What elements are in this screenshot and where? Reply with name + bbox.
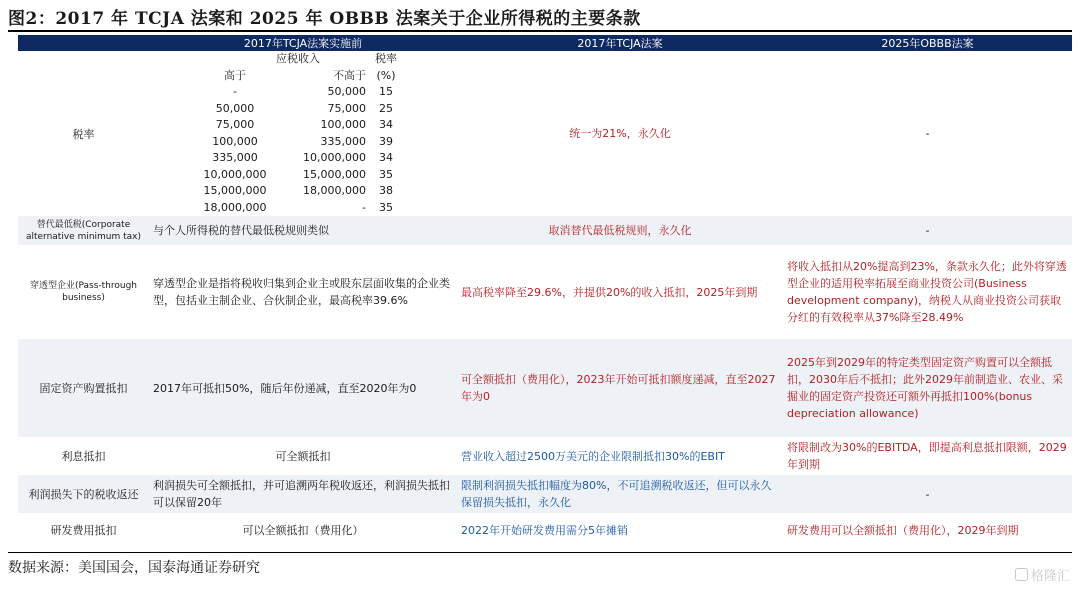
pre-cell: 可以全额抵扣（费用化） [242,523,364,537]
table-row [18,437,1072,475]
table-row [18,216,1072,245]
tcja-cell: 可全额抵扣（费用化），2023年开始可抵扣额度递减，直至2027年为0 [457,339,783,437]
row-label: 替代最低税(Corporate alternative minimum tax) [18,216,149,245]
row-label: 研发费用抵扣 [50,524,117,537]
obbb-cell: 将限制改为30%的EBITDA，即提高利息抵扣限额，2029年到期 [787,441,1067,471]
rate-row: - 50,000 15 [233,85,393,99]
rate-head-income: 应税收入 [276,52,320,66]
obbb-cell: 2025年到2029年的特定类型固定资产购置可以全额抵扣，2030年后不抵扣；此外2029年前制造业、农业、采掘业的固定资产投资还可额外再抵扣100%(bonus depreciation allowance) [783,339,1072,437]
tcja-cell: 取消替代最低税规则，永久化 [457,216,783,245]
rate-row: 100,000 335,000 39 [212,134,393,148]
row-label: 固定资产购置抵扣 [18,339,149,437]
rate-row: 18,000,000 - 35 [203,200,393,214]
header-pre-tcja: 2017年TCJA法案实施前 [149,35,457,51]
obbb-cell: 研发费用可以全额抵扣（费用化），2029年到期 [787,523,1019,537]
obbb-cell: - [925,127,930,140]
row-label: 穿透型企业(Pass-through business) [29,281,138,303]
pre-cell: 穿透型企业是指将税收归集到企业主或股东层面收集的企业类型，包括业主制企业、合伙制企业，最高税率39.6% [153,277,450,307]
header-row [18,35,1072,51]
title-rule [8,30,1072,32]
tax-comparison-table [18,35,1072,547]
rate-row: 10,000,000 15,000,000 35 [203,167,393,181]
tcja-cell: 统一为21%，永久化 [569,127,671,140]
logo-icon [1015,568,1028,581]
tcja-cell: 限制利润损失抵扣幅度为80%，不可追溯税收返还，但可以永久保留损失抵扣，永久化 [457,475,783,513]
pre-cell: 与个人所得税的替代最低税规则类似 [149,216,457,245]
rate-row: 50,000 75,000 25 [215,101,393,115]
obbb-cell: - [783,475,1072,513]
table-row [18,513,1072,547]
rate-head-pct: (%) [376,68,396,82]
footer-rule [8,552,1072,553]
table-row [18,339,1072,437]
tcja-cell: 营业收入超过2500万美元的企业限制抵扣30%的EBIT [461,449,725,463]
pre-cell: 2017年可抵扣50%，随后年份递减，直至2020年为0 [149,339,457,437]
rate-row: 75,000 100,000 34 [215,118,393,132]
rate-schedule-cell [149,51,457,216]
obbb-cell: 将收入抵扣从20%提高到23%，条款永久化；此外将穿透型企业的适用税率拓展至商业投资公司(Business development company)，纳税人从商业投资公司获取分红的有效税率从37%降至28.49% [787,260,1067,324]
table-row [18,245,1072,339]
rate-row: 15,000,000 18,000,000 38 [203,184,393,198]
rate-schedule [200,51,406,216]
watermark [1015,565,1070,584]
table-row [18,475,1072,513]
source-note: 数据来源：美国国会，国泰海通证券研究 [8,560,260,576]
row-label: 利息抵扣 [61,450,106,463]
pre-cell: 利润损失可全额抵扣，并可追溯两年税收返还，利润损失抵扣可以保留20年 [149,475,457,513]
tcja-cell: 最高税率降至29.6%，并提供20%的收入抵扣，2025年到期 [461,285,758,299]
tcja-cell: 2022年开始研发费用需分5年摊销 [461,523,628,537]
table-row [18,51,1072,216]
rate-head-high: 不高于 [333,68,366,82]
header-obbb: 2025年OBBB法案 [783,35,1072,51]
row-label: 利润损失下的税收返还 [18,475,149,513]
figure-title: 图2：2017 年 TCJA 法案和 2025 年 OBBB 法案关于企业所得税的主要条款 [8,9,641,29]
rate-head-low: 高于 [224,68,246,82]
obbb-cell: - [783,216,1072,245]
pre-cell: 可全额抵扣 [275,449,331,463]
rate-row: 335,000 10,000,000 34 [212,151,393,165]
row-label: 税率 [72,127,95,141]
watermark-text: 格隆汇 [1030,569,1070,584]
header-empty [18,35,149,51]
header-tcja: 2017年TCJA法案 [457,35,783,51]
rate-head-rate: 税率 [375,52,397,66]
